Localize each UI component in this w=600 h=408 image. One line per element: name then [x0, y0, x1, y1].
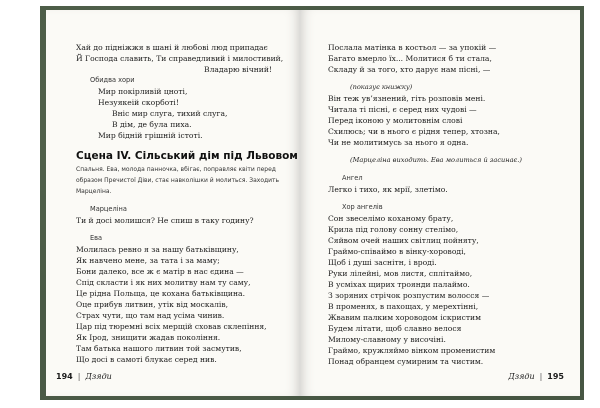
verse-line: Послала матінка в костьол — за упокій —: [328, 43, 497, 52]
right-page-text: [328, 42, 568, 367]
right-page: [300, 10, 580, 396]
verse-line: Щоб і душі заснітн, і вроді.: [328, 258, 437, 267]
verse-line: Схилюсь; чи в нього є рідня тепер, хтозна,: [328, 127, 500, 136]
verse-line: Мир бідній грішній істоті.: [98, 131, 203, 140]
verse-line: Він теж ув’язнений, гіть розповів мені.: [328, 94, 486, 103]
stage-direction: (показує книжку): [350, 83, 413, 91]
verse-line: Молилась ревно я за нашу батьківщину,: [76, 245, 239, 254]
right-folio: [508, 372, 564, 381]
page-number: 194: [56, 372, 73, 381]
stage-direction: Марцеліна.: [76, 188, 112, 195]
verse-line: Бони далеко, все ж є матір в нас єдина —: [76, 267, 244, 276]
verse-line: Цар під тюремні всіх мерщій сховав склепіння,: [76, 322, 267, 331]
page-number: 195: [547, 372, 564, 381]
verse-line: Це рідна Польща, це кохана батьківщина.: [76, 289, 245, 298]
verse-line: Граймо, кружляймо вінком променистим: [328, 346, 496, 355]
verse-line: З зоряних стрічок розпустим волосся —: [328, 291, 490, 300]
line-gap: [76, 197, 291, 204]
folio-separator: |: [539, 372, 543, 381]
speaker-name: Марцеліна: [90, 205, 127, 213]
verse-line: Легко і тихо, як мрії, злетімо.: [328, 185, 448, 194]
stage-direction: Спальня. Ева, молода панночка, вбігає, поправляє квіти перед: [76, 166, 276, 173]
verse-line: Хай до підніжжя в шані й любові люд припадає: [76, 43, 268, 52]
line-gap: [328, 166, 568, 173]
verse-line: Будем літати, щоб славно велося: [328, 324, 462, 333]
speaker-name: Ева: [90, 234, 103, 242]
speaker-name: Обидва хори: [90, 76, 135, 84]
verse-line: Оце прибув литвин, утік від москалів,: [76, 300, 229, 309]
verse-line: Спід скласти і як них молитву нам ту саму,: [76, 278, 251, 287]
verse-line: В усміхах щирих троянди палаймо.: [328, 280, 470, 289]
verse-line: Перед іконою у молитовнім слові: [328, 116, 463, 125]
line-gap: [328, 75, 568, 82]
verse-line: Страх чути, що там над усіма чинив.: [76, 311, 225, 320]
verse-line: Милому-славному у височіні.: [328, 335, 446, 344]
speaker-name: Ангел: [342, 174, 363, 182]
verse-line: Як Ірод, знищити жадав покоління.: [76, 333, 221, 342]
running-title: Дзяди: [85, 372, 112, 381]
verse-line: Сяйвом очей наших світлиц пойняту,: [328, 236, 479, 245]
verse-line: Що досі в самоті блукає серед нив.: [76, 355, 217, 364]
stage-direction: образом Пречистої Діви, стає навколішки й молиться. Заходить: [76, 177, 280, 184]
verse-line: Вніс мир слуга, тихий слуга,: [112, 109, 228, 118]
scene-heading: Сцена IV. Сільський дім під Львовом: [76, 150, 298, 162]
verse-line: В променях, в пахощах, у мерехтінні,: [328, 302, 479, 311]
left-page: [46, 10, 300, 396]
folio-separator: |: [77, 372, 81, 381]
verse-line: Незуякеій скорботі!: [98, 98, 179, 107]
verse-line: Як навчено мене, за тата і за маму;: [76, 256, 220, 265]
line-gap: [76, 226, 291, 233]
verse-line: Там батька нашого литвин той засмутив,: [76, 344, 242, 353]
verse-line: Читала ті пісні, є серед них чудові —: [328, 105, 477, 114]
verse-line: Ти й досі молишся? Не спиш в таку годину?: [76, 216, 254, 225]
speaker-name: Хор ангелів: [342, 203, 383, 211]
verse-line: Сон звеселімо коханому брату,: [328, 214, 454, 223]
verse-line: Понад обранцем сумирним та чистим.: [328, 357, 484, 366]
verse-line: В дім, де була пиха.: [112, 120, 192, 129]
verse-line: Владарю вічний!: [204, 65, 272, 74]
left-page-text: [76, 42, 298, 365]
verse-line: Чи не молитимусь за нього я одна.: [328, 138, 469, 147]
stage-direction: (Марцеліна виходить. Ева молиться й засинає.): [350, 156, 522, 164]
verse-line: Крила під голову сонну стелімо,: [328, 225, 459, 234]
line-gap: [328, 195, 568, 202]
verse-line: Мир покірливій цноті,: [98, 87, 188, 96]
verse-line: Складу й за того, хто дарує нам пісні, —: [328, 65, 491, 74]
verse-line: Руки лілейні, мов листя, сплітаймо,: [328, 269, 473, 278]
left-folio: [56, 372, 112, 381]
verse-line: Багато вмерло їх... Молитися б ти стала,: [328, 54, 492, 63]
verse-line: Граймо-співаймо в вінку-хороводі,: [328, 247, 466, 256]
line-gap: [328, 148, 568, 155]
verse-line: Жвавим палким хороводом іскристим: [328, 313, 482, 322]
verse-line: Й Господа славить, Ти справедливий і милостивий,: [76, 54, 284, 63]
line-gap: [76, 141, 291, 148]
running-title: Дзяди: [508, 372, 535, 381]
